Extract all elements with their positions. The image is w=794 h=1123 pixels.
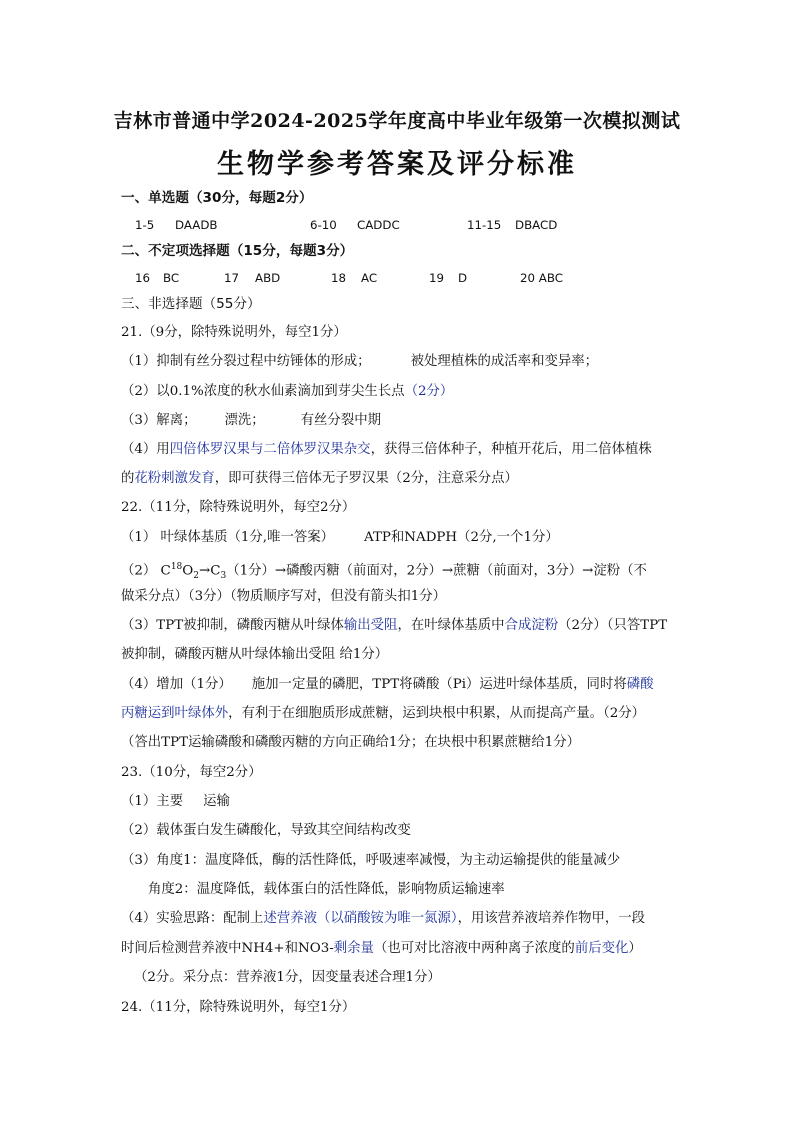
q21-answer-3 [121, 411, 381, 431]
q24-header: 24.（11分，除特殊说明外，每空1分） [121, 1000, 356, 1015]
q23-answer-1 [121, 792, 230, 812]
q23-answer-3-alt: 角度2：温度降低，载体蛋白的活性降低，影响物质运输速率 [148, 882, 505, 897]
answer-text: ，用该营养液培养作物甲，一段 [457, 911, 646, 926]
q21-header: 21.（9分，除特殊说明外，每空1分） [121, 325, 347, 340]
key-point: 四倍体罗汉果与二倍体罗汉果杂交 [169, 442, 371, 457]
answer-text: 施加一定量的磷肥，TPT将磷酸（Pi）运进叶绿体基质，同时将 [251, 677, 627, 692]
question-number: 19 [429, 271, 445, 285]
answer-text: （3）TPT被抑制，磷酸丙糖从叶绿体 [121, 618, 344, 633]
section-heading-non-choice: 三、非选择题（55分） [121, 296, 261, 312]
key-point: 磷酸 [626, 677, 654, 692]
q23-answer-2: （2）载体蛋白发生磷酸化，导致其空间结构改变 [121, 823, 411, 838]
answer-value: ABD [255, 271, 281, 285]
key-point: 输出受阻 [343, 618, 398, 633]
answer-range: 1-5 [135, 218, 155, 232]
answer-text: ，即可获得三倍体无子罗汉果（2分，注意采分点） [214, 471, 518, 486]
question-number: 18 [331, 271, 347, 285]
answer-text: （1分）→磷酸丙糖（前面对，2分）→蔗糖（前面对，3分）→淀粉（不 [226, 563, 647, 579]
q22-answer-2 [121, 557, 647, 586]
answer-value: CADDC [357, 218, 400, 232]
answer-value: DBACD [515, 218, 558, 232]
answer-text: （也可对比溶液中两种离子浓度的 [373, 941, 575, 956]
answer-text: O [182, 563, 194, 579]
answer-text: ATP和NADPH（2分,一个1分） [364, 530, 559, 545]
document-title: 生物学参考答案及评分标准 [217, 149, 577, 180]
q23-answer-4-cont [121, 939, 642, 959]
answer-value: AC [361, 271, 378, 285]
q23-header: 23.（10分，每空2分） [121, 765, 262, 780]
question-number: 16 [135, 271, 151, 285]
answer-text: （2分）（只答TPT [558, 618, 668, 633]
q21-answer-2 [121, 382, 453, 402]
answer-text: 有丝分裂中期 [300, 413, 381, 428]
q22-answer-2-cont: 做采分点）（3分）（物质顺序写对，但没有箭头扣1分） [121, 589, 447, 604]
answer-text: ，有利于在细胞质形成蔗糖，运到块根中积累，从而提高产量。（2分） [228, 706, 646, 721]
key-point: 述营养液（以硝酸铵为唯一氮源） [263, 911, 458, 926]
q23-scoring-note: （2分。采分点：营养液1分，因变量表述合理1分） [134, 970, 441, 985]
answer-text: （1） 叶绿体基质（1分,唯一答案） [121, 530, 335, 545]
key-point: 丙糖运到叶绿体外 [121, 706, 229, 721]
exam-title: 吉林市普通中学2024-2025学年度高中毕业年级第一次模拟测试 [113, 110, 681, 132]
answer-text: 时间后检测营养液中NH4+和NO3- [121, 941, 334, 956]
q22-header: 22.（11分，除特殊说明外，每空2分） [121, 500, 356, 515]
answer-text: （1）抑制有丝分裂过程中纺锤体的形成； [121, 354, 371, 369]
answer-text: （4）增加（1分） [121, 677, 232, 692]
key-point: 剩余量 [333, 941, 374, 956]
score-note: （2分） [404, 384, 454, 399]
q22-answer-3 [121, 616, 667, 636]
answer-text: 漂洗； [224, 413, 265, 428]
q21-answer-4 [121, 440, 652, 460]
q22-answer-4 [121, 675, 654, 695]
q21-answer-1 [121, 352, 598, 372]
answer-value: D [458, 271, 468, 285]
subscript: 3 [220, 571, 227, 582]
answer-text: ） [628, 941, 642, 956]
q23-answer-4 [121, 909, 645, 929]
q22-scoring-note: （答出TPT运输磷酸和磷酸丙糖的方向正确给1分；在块根中积累蔗糖给1分） [121, 735, 581, 750]
answer-value: BC [163, 271, 180, 285]
answer-text: （2） C [121, 563, 171, 579]
answer-text: （1）主要 [121, 794, 184, 809]
answer-text: 的 [121, 471, 135, 486]
q22-answer-3-cont: 被抑制，磷酸丙糖从叶绿体输出受阻 给1分） [121, 647, 389, 662]
answer-range: 6-10 [310, 218, 337, 232]
q21-answer-4-cont [121, 469, 518, 489]
answer-range: 11-15 [467, 218, 502, 232]
question-number: 17 [224, 271, 240, 285]
answer-text: ，获得三倍体种子，种植开花后，用二倍体植株 [370, 442, 652, 457]
answer-value: DAADB [175, 218, 218, 232]
single-choice-answers [0, 215, 794, 235]
answer-text: （3）解离； [121, 413, 197, 428]
q22-answer-1 [121, 528, 559, 548]
answer-text: ，在叶绿体基质中 [397, 618, 505, 633]
section-heading-multi-choice: 二、不定项选择题（15分，每题3分） [121, 243, 354, 259]
q23-answer-3: （3）角度1：温度降低，酶的活性降低，呼吸速率减慢，为主动运输提供的能量减少 [121, 853, 621, 868]
subscript: 2 [193, 571, 199, 582]
answer-text: →C [198, 563, 221, 579]
key-point: 花粉刺激发育 [134, 471, 215, 486]
section-heading-single-choice: 一、单选题（30分，每题2分） [121, 190, 313, 206]
answer-text: （2）以0.1%浓度的秋水仙素滴加到芽尖生长点 [121, 384, 405, 399]
answer-text: 运输 [203, 794, 230, 809]
isotope-superscript: 18 [170, 562, 183, 572]
answer-text: （4）实验思路：配制上 [121, 911, 264, 926]
key-point: 前后变化 [574, 941, 629, 956]
answer-text: （4）用 [121, 442, 170, 457]
multi-choice-answers [0, 268, 794, 288]
key-point: 合成淀粉 [504, 618, 559, 633]
q22-answer-4-cont [121, 704, 645, 724]
answer-value: 20 ABC [520, 271, 563, 285]
answer-text: 被处理植株的成活率和变异率； [410, 354, 599, 369]
